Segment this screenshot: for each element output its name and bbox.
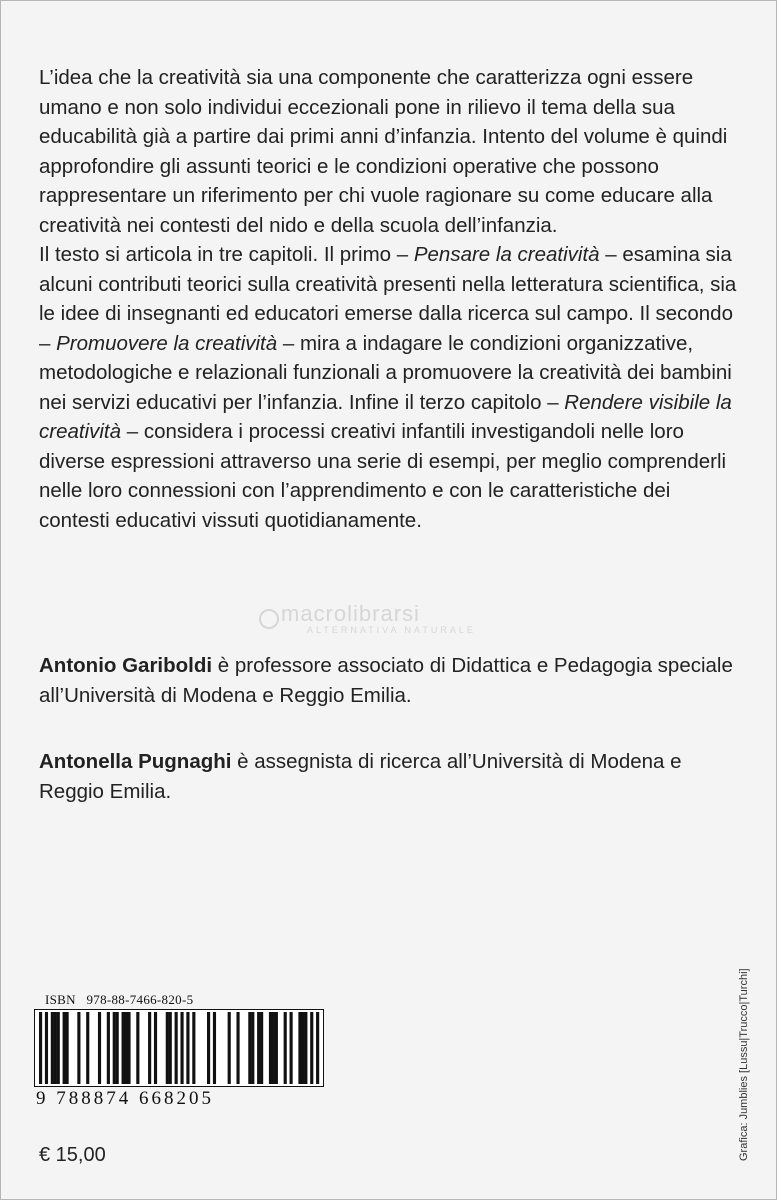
barcode-bar — [45, 1012, 48, 1084]
barcode-icon — [34, 1009, 324, 1087]
barcode-bar — [310, 1012, 313, 1084]
barcode-bar — [98, 1012, 101, 1084]
barcode-bar — [154, 1012, 157, 1084]
barcode-bar — [116, 1012, 119, 1084]
barcode-bar — [136, 1012, 139, 1084]
barcode-bar — [113, 1012, 116, 1084]
barcode-bar — [304, 1012, 307, 1084]
barcode-bar — [248, 1012, 251, 1084]
barcode-bar — [236, 1012, 239, 1084]
chapter-title-3: Rendere visibile la creatività — [39, 390, 732, 443]
blurb-text: – considera i processi creativi infantili investigandoli nelle loro diverse espressioni attraverso una serie di esempi, per meglio comprenderli nelle loro connessioni con l’apprendimento e con le caratteristiche dei contesti educativi vissuti quotidianamente. — [39, 420, 727, 532]
barcode-bar — [57, 1012, 60, 1084]
barcode-bar — [251, 1012, 254, 1084]
barcode-bar — [166, 1012, 169, 1084]
blurb-paragraph-2 — [39, 240, 739, 535]
barcode-bar — [169, 1012, 172, 1084]
barcode-bar — [124, 1012, 127, 1084]
barcode-bar — [66, 1012, 69, 1084]
chapter-title-1: Pensare la creatività — [413, 243, 600, 266]
author-bio-text-1: è professore associato di Didattica e Pedagogia speciale all’Università di Modena e Reggio Emilia. — [39, 654, 733, 707]
barcode-bar — [298, 1012, 301, 1084]
barcode-bar — [175, 1012, 178, 1084]
watermark-logo-icon — [259, 609, 279, 629]
barcode-bar — [54, 1012, 57, 1084]
blurb-text: – esamina sia alcuni contributi teorici sulla creatività presenti nella letteratura scientifica, sia le idee di insegnanti ed educatori emerse dalla ricerca sul campo. Il secondo – — [39, 243, 737, 355]
author-bio-2 — [39, 747, 739, 806]
barcode-bar — [275, 1012, 278, 1084]
barcode-bar — [51, 1012, 54, 1084]
watermark-main: macrolibrarsi — [281, 601, 420, 626]
blurb-text: Il testo si articola in tre capitoli. Il primo – — [39, 243, 414, 266]
barcode-digits: 9 788874 668205 — [36, 1088, 214, 1109]
barcode-bar — [39, 1012, 42, 1084]
barcode-bar — [107, 1012, 110, 1084]
barcode-bar — [257, 1012, 260, 1084]
barcode-bar — [316, 1012, 319, 1084]
barcode-bar — [260, 1012, 263, 1084]
barcode-bar — [284, 1012, 287, 1084]
barcode-bar — [269, 1012, 272, 1084]
author-bio-1 — [39, 651, 739, 710]
design-credit: Grafica: Jumblies [Lussu|Trucco|Turchi] — [738, 968, 750, 1161]
barcode-bar — [192, 1012, 195, 1084]
barcode-bar — [148, 1012, 151, 1084]
watermark-sub: ALTERNATIVA NATURALE — [307, 625, 476, 635]
barcode-bar — [77, 1012, 80, 1084]
watermark — [259, 601, 476, 635]
blurb-text: – mira a indagare le condizioni organizzative, metodologiche e relazionali funzionali a promuovere la creatività dei bambini nei servizi educativi per l’infanzia. Infine il terzo capitolo – — [39, 331, 732, 414]
price: € 15,00 — [39, 1144, 106, 1166]
barcode-bar — [127, 1012, 130, 1084]
barcode-bar — [180, 1012, 183, 1084]
barcode-bar — [122, 1012, 125, 1084]
book-blurb — [39, 63, 739, 535]
barcode-bar — [290, 1012, 293, 1084]
blurb-paragraph-1: L’idea che la creatività sia una componente che caratterizza ogni essere umano e non solo individui eccezionali pone in rilievo il tema della sua educabilità già a partire dai primi anni d’infanzia. Intento del volume è quindi approfondire gli assunti teorici e le condizioni operative che possono rappresentare un riferimento per chi vuole ragionare su come educare alla creatività nei contesti del nido e della scuola dell’infanzia. — [39, 66, 728, 237]
barcode-bar — [186, 1012, 189, 1084]
chapter-title-2: Promuovere la creatività — [56, 331, 278, 355]
barcode-bar — [207, 1012, 210, 1084]
isbn-label: ISBN 978-88-7466-820-5 — [45, 992, 194, 1007]
author-name-1: Antonio Gariboldi — [39, 654, 213, 677]
author-bio-text-2: è assegnista di ricerca all’Università di Modena e Reggio Emilia. — [39, 750, 682, 803]
barcode-bar — [272, 1012, 275, 1084]
barcode-bar — [228, 1012, 231, 1084]
author-name-2: Antonella Pugnaghi — [39, 750, 232, 773]
barcode-bar — [213, 1012, 216, 1084]
barcode-bar — [63, 1012, 66, 1084]
barcode-bar — [86, 1012, 89, 1084]
barcode-bar — [301, 1012, 304, 1084]
